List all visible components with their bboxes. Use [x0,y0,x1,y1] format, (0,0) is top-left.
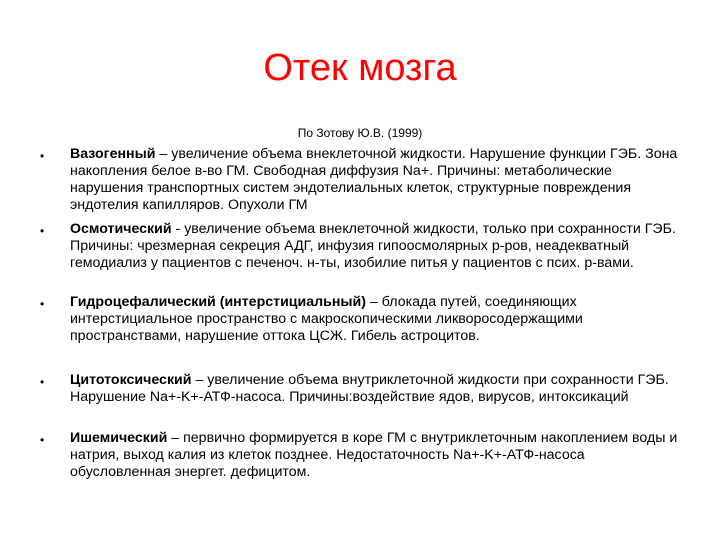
item-term: Цитотоксический [70,372,192,388]
item-term: Вазогенный [70,146,156,162]
bullet-marker: • [40,297,45,311]
item-description: – увеличение объема внутриклеточной жидкости при сохранности ГЭБ. Нарушение Na+-K+-АТФ-насоса. Причины:воздействие ядов, вирусов, интоксикаций [70,372,669,405]
bullet-marker: • [40,433,45,447]
item-description: – увеличение объема внеклеточной жидкости. Нарушение функции ГЭБ. Зона накопления белое в-во ГМ. Свободная диффузия Na+. Причины: метаболические нарушения транспортных систем эндотелиальных клеток, структурные повреждения эндотелия капилляров. Опухоли ГМ [70,146,678,213]
bullet-marker: • [40,149,45,163]
bullet-marker: • [40,375,45,389]
item-term: Гидроцефалический (интерстициальный) [70,294,366,310]
item-text [70,372,688,406]
item-text [70,146,688,214]
item-description: – блокада путей, соединяющих интерстициальное пространство с макроскопическими ликворосодержащими пространствами, нарушение оттока ЦСЖ. Гибель астроцитов. [70,294,583,344]
item-text [70,294,688,345]
item-description: – первично формируется в коре ГМ с внутриклеточным накоплением воды и натрия, выход калия из клеток позднее. Недостаточность Na+-K+-АТФ-насоса обусловленная энергет. дефицитом. [70,430,678,480]
item-term: Ишемический [70,430,168,446]
item-text [70,430,688,481]
bullet-marker: • [40,224,45,238]
slide-title: Отек мозга [263,47,457,89]
item-description: - увеличение объема внеклеточной жидкости, только при сохранности ГЭБ. Причины: чрезмерная секреция АДГ, инфузия гипоосмолярных р-ров, неадекватный гемодиализ у пациентов с печеноч. н-ты, изобилие питья у пациентов с псих. р-вами. [70,221,676,271]
item-text [70,221,688,272]
slide-subtitle: По Зотову Ю.В. (1999) [297,126,423,140]
item-term: Осмотический [70,221,172,237]
